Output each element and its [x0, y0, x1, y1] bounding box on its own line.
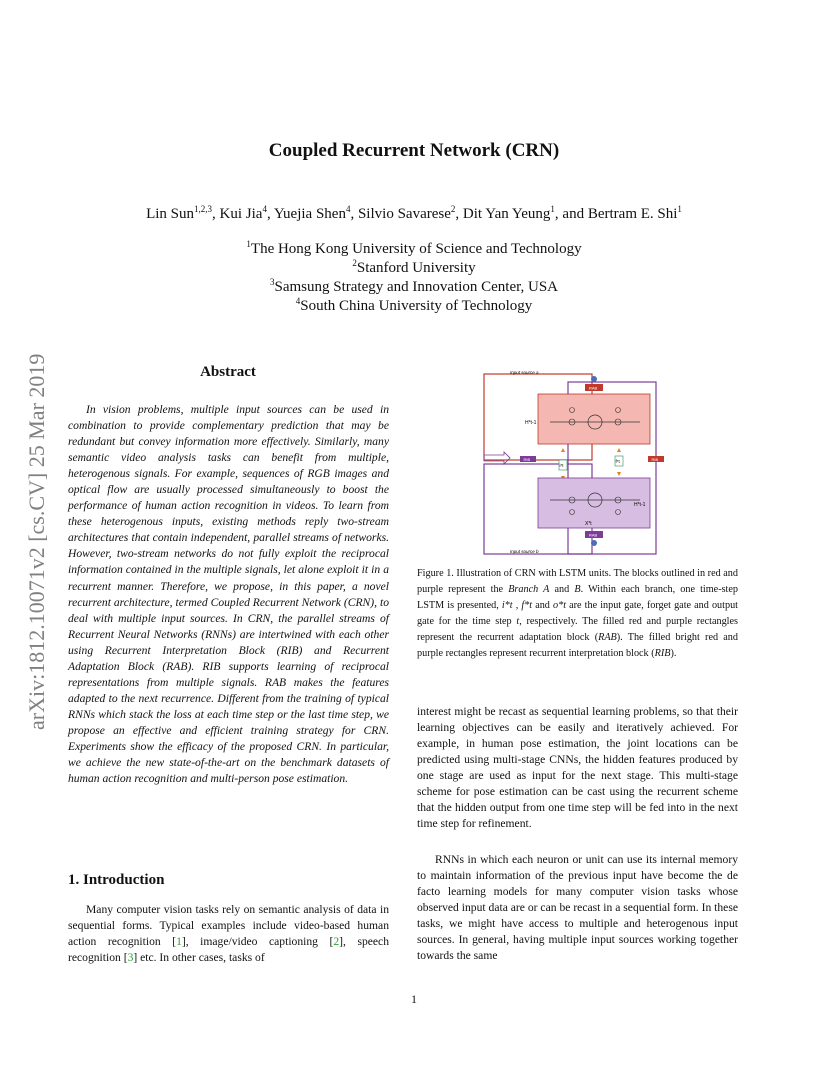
text-run: RIB [654, 647, 671, 659]
affiliation-text: South China University of Technology [300, 298, 533, 314]
affiliation-sup: 2 [352, 258, 357, 268]
text-run: and [532, 599, 553, 611]
affiliation-sup: 4 [295, 296, 301, 306]
author-separator: , [266, 206, 274, 222]
rib-right-label: RIB [651, 456, 659, 462]
node-bottom [591, 540, 597, 546]
citation-link[interactable]: 2 [333, 935, 340, 949]
rib-left-label: RIB [523, 456, 531, 462]
text-run: Many computer vision tasks rely on semantic analysis of data in sequential forms. Typical examples include video-based human action recognition [ [68, 903, 389, 949]
affiliation [0, 259, 828, 278]
citation-link[interactable]: 3 [127, 951, 134, 965]
affiliation-text: The Hong Kong University of Science and Technology [250, 241, 582, 257]
figure-caption [417, 566, 738, 661]
gate-f-label: f*t [615, 459, 620, 464]
body-paragraph: RNNs in which each neuron or unit can use its internal memory to maintain information of the previous input have become the de facto learning models for many computer vision tasks whose observed input data are or can be recast in a sequential form. In these tasks, we might have access to multiple and heterogenous input sources. In general, having multiple input sources working together towards the same [417, 853, 738, 963]
node-top [591, 376, 597, 382]
affiliation-text: Samsung Strategy and Innovation Center, USA [274, 279, 559, 295]
rab-top-label: RAB [589, 385, 598, 391]
affiliation-sup: 1 [246, 239, 251, 249]
branch-a-lstm [538, 394, 650, 444]
h-a-label: H*t-1 [525, 420, 537, 426]
intro-paragraph [68, 902, 389, 966]
author-name: Silvio Savarese [357, 206, 451, 222]
input-source-b-label: Input source b [510, 549, 539, 554]
author-affil-sup: 4 [262, 204, 267, 214]
arxiv-stamp: arXiv:1812.10071v2 [cs.CV] 25 Mar 2019 [24, 353, 49, 730]
page-number: 1 [411, 992, 417, 1006]
text-run: . Within each branch, one time-step LSTM is presented, [417, 583, 739, 611]
text-run: Figure 1. Illustration of CRN with LSTM units. The blocks outlined in red and purple represent the [417, 568, 738, 595]
text-run: and [549, 583, 575, 595]
text-run: B [574, 583, 581, 595]
affiliation-sup: 3 [269, 277, 275, 287]
text-run: , respectively. The filled red and purple rectangles represent the recurrent adaptation block ( [417, 615, 738, 643]
author-name: Dit Yan Yeung [462, 206, 551, 222]
affiliation [0, 297, 828, 316]
text-run: RAB [598, 631, 617, 643]
author-separator: , [350, 206, 358, 222]
abstract-body: In vision problems, multiple input sources can be used in combination to provide complementary prediction that may be redundant but convey information more effectively. Similarly, many semantic video analysis tasks can benefit from multiple, heterogenous signals. For example, sequences of RGB images and optical flow are usually processed simultaneously to boost the performance of human action recognition in videos. To learn from these heterogenous inputs, existing methods reply two-stream architectures that contain independent, parallel streams of networks. However, two-stream networks do not fully exploit the reciprocal information contained in the multiple signals, let alone exploit it in a recurrent manner. Therefore, we propose, in this paper, a novel recurrent architecture, termed Coupled Recurrent Network (CRN), to deal with multiple input sources. In CRN, the parallel streams of Recurrent Neural Networks (RNNs) are intertwined with each other using Recurrent Interpretation Block (RIB) and Recurrent Adaptation Block (RAB). RIB supports learning of reciprocal representations from multiple signals. RAB makes the features adapted to the next recurrence. Different from the training of typical RNNs which stack the loss at each time step or the last time step, we propose an effective and efficient training strategy for CRN. Experiments show the efficacy of the proposed CRN. In particular, we achieve the new state-of-the-art on the benchmark datasets of human action recognition and multi-person pose estimation. [68, 403, 389, 786]
author-separator: , and [554, 206, 588, 222]
affiliation [0, 278, 828, 297]
affiliation [0, 240, 828, 259]
gate-i-label: i*t [559, 463, 564, 468]
affiliation-text: Stanford University [356, 260, 476, 276]
paper-title: Coupled Recurrent Network (CRN) [268, 140, 560, 161]
author-name: Lin Sun [146, 206, 195, 222]
figure-crn-diagram [480, 364, 680, 559]
author-affil-sup: 1 [550, 204, 555, 214]
text-run: ], image/video captioning [ [181, 935, 334, 949]
author-affil-sup: 1,2,3 [194, 204, 213, 214]
author-list [0, 206, 828, 223]
x-b-label: X*t [585, 521, 592, 527]
text-run: ). The filled bright red and purple rectangles represent recurrent interpretation block ( [417, 631, 738, 659]
crn-diagram-svg [480, 364, 680, 559]
text-run: t [516, 615, 520, 627]
author-separator: , [212, 206, 220, 222]
text-run: ). [670, 647, 677, 659]
text-run: i*t , f*t [501, 599, 533, 611]
text-run: ], speech recognition [ [68, 935, 389, 965]
h-b-label: H*t-1 [634, 502, 646, 508]
text-run: are the input gate, forget gate and output gate for the time step [417, 599, 738, 627]
citation-link[interactable]: 1 [176, 935, 182, 949]
input-arrow [484, 452, 510, 464]
author-separator: , [455, 206, 463, 222]
author-name: Bertram E. Shi [587, 206, 678, 222]
author-affil-sup: 2 [450, 204, 456, 214]
author-name: Yuejia Shen [273, 206, 346, 222]
rab-bottom-label: RAB [589, 532, 598, 538]
affiliation-list [0, 240, 828, 316]
author-affil-sup: 1 [677, 204, 682, 214]
author-name: Kui Jia [219, 206, 263, 222]
text-run: o*t [553, 599, 567, 611]
input-source-a-label: Input source a [510, 370, 539, 375]
text-run: ] etc. In other cases, tasks of [133, 951, 265, 965]
section-heading-introduction: 1. Introduction [68, 872, 165, 888]
author-affil-sup: 4 [345, 204, 351, 214]
text-run: Branch A [508, 583, 550, 595]
body-paragraph: interest might be recast as sequential learning problems, so that their learning objectives can be easily and iteratively achieved. For example, in human pose estimation, the joint locations can be predicted using multi-stage CNNs, the hidden features produced by one stage are used as input for the next stage. This multi-stage scheme for pose estimation can be cast using the recurrent scheme that the hidden output from one time step will be fed into in the next time step for refinement. [417, 705, 738, 831]
abstract-heading: Abstract [200, 364, 256, 380]
